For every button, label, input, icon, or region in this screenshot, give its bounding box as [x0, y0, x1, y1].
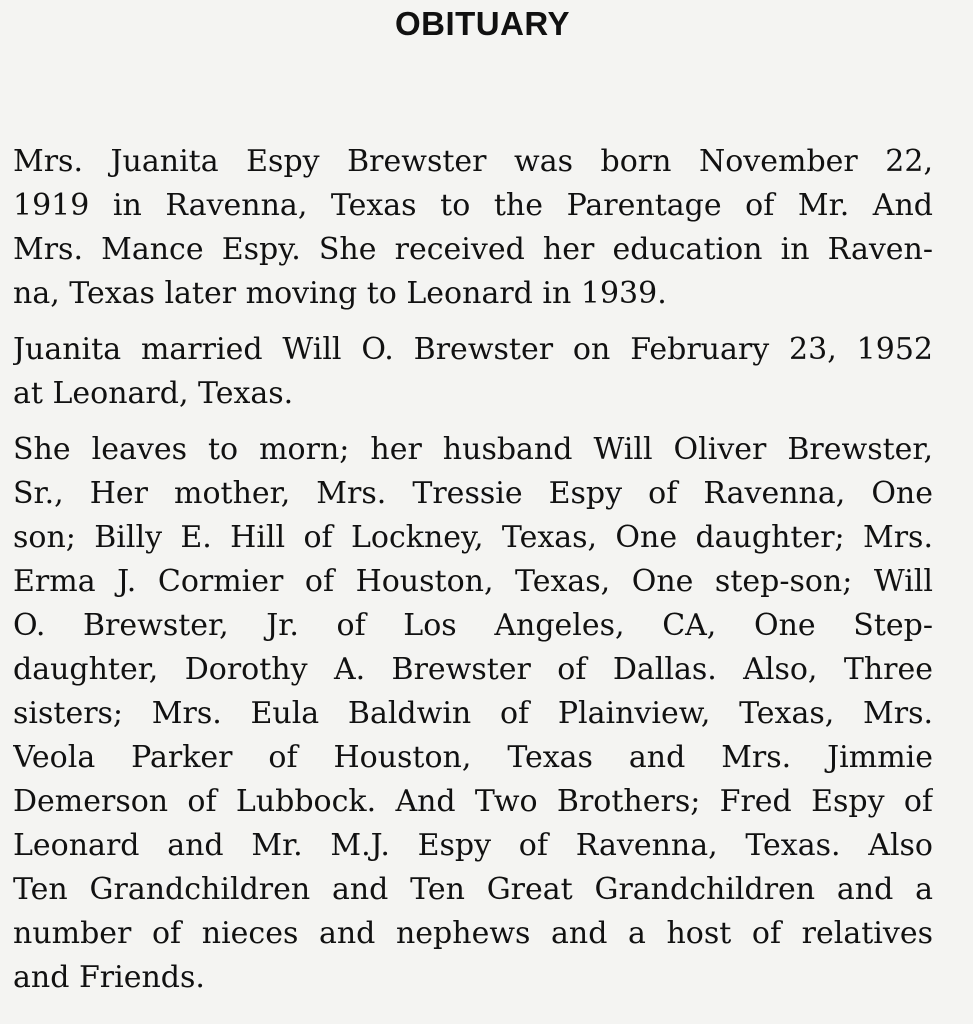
text-line: at Leonard, Texas. [13, 376, 294, 411]
text-line: Juanita married Will O. Brewster on February 23, 1952 [13, 332, 933, 367]
text-line: O. Brewster, Jr. of Los Angeles, CA, One Step- [13, 608, 933, 643]
paragraph-birth [13, 140, 933, 316]
paragraph-marriage [13, 328, 933, 416]
paragraph-survivors [13, 428, 933, 1000]
obituary-body [13, 140, 933, 1012]
text-line: son; Billy E. Hill of Lockney, Texas, One daughter; Mrs. [13, 520, 933, 555]
text-line: She leaves to morn; her husband Will Oliver Brewster, [13, 432, 933, 467]
text-line: daughter, Dorothy A. Brewster of Dallas. Also, Three [13, 652, 933, 687]
text-line: Mrs. Mance Espy. She received her education in Raven- [13, 232, 933, 267]
text-line: Sr., Her mother, Mrs. Tressie Espy of Ravenna, One [13, 476, 933, 511]
text-line: Leonard and Mr. M.J. Espy of Ravenna, Texas. Also [13, 828, 933, 863]
text-line: 1919 in Ravenna, Texas to the Parentage of Mr. And [13, 188, 933, 223]
text-line: Erma J. Cormier of Houston, Texas, One step-son; Will [13, 564, 933, 599]
text-line: and Friends. [13, 960, 205, 995]
text-line: Mrs. Juanita Espy Brewster was born November 22, [13, 144, 933, 179]
text-line: sisters; Mrs. Eula Baldwin of Plainview, Texas, Mrs. [13, 696, 933, 731]
obituary-title: OBITUARY [394, 5, 571, 42]
text-line: number of nieces and nephews and a host of relatives [13, 916, 933, 951]
text-line: Demerson of Lubbock. And Two Brothers; Fred Espy of [13, 784, 933, 819]
text-line: na, Texas later moving to Leonard in 1939. [13, 276, 667, 311]
text-line: Veola Parker of Houston, Texas and Mrs. Jimmie [13, 740, 933, 775]
text-line: Ten Grandchildren and Ten Great Grandchildren and a [13, 872, 933, 907]
